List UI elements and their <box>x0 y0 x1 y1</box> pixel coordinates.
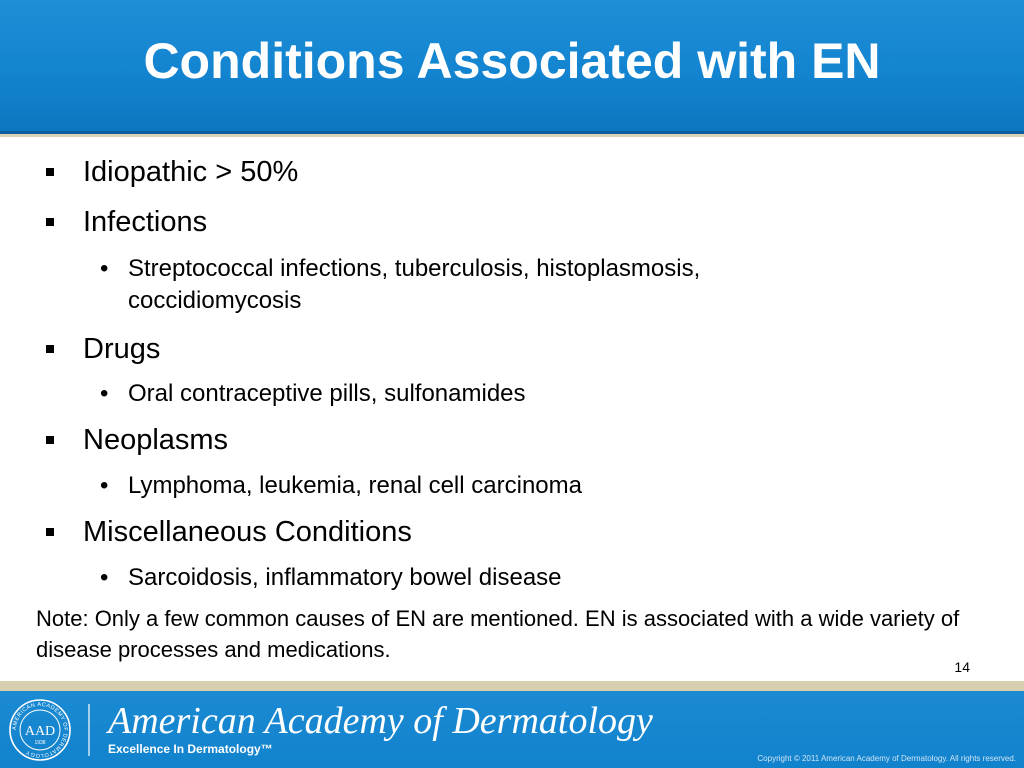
bullet-text: Miscellaneous Conditions <box>83 516 412 548</box>
organization-name: American Academy of Dermatology <box>108 700 653 742</box>
footer-stripe <box>0 681 1024 691</box>
title-bar <box>0 0 1024 134</box>
bullet-text: Infections <box>83 206 208 238</box>
copyright-notice: Copyright © 2011 American Academy of Dermatology. All rights reserved. <box>757 754 1016 763</box>
logo-ring-text: AMERICAN ACADEMY OF DERMATOLOGY <box>11 701 69 759</box>
slide-title: Conditions Associated with EN <box>143 33 881 89</box>
sub-bullet-text: Sarcoidosis, inflammatory bowel disease <box>128 564 562 591</box>
bullet-text: Drugs <box>83 333 161 365</box>
square-bullet-icon <box>46 168 54 176</box>
bullet-text: Neoplasms <box>83 424 229 456</box>
square-bullet-icon <box>46 345 54 353</box>
footer-bar <box>0 691 1024 768</box>
slide-note: Note: Only a few common causes of EN are mentioned. EN is associated with a wide variety of disease processes and medications. <box>36 606 960 662</box>
logo-year: 1938 <box>34 740 46 746</box>
dot-bullet-icon: • <box>100 472 109 499</box>
square-bullet-icon <box>46 528 54 536</box>
sub-bullet-text: Lymphoma, leukemia, renal cell carcinoma <box>128 472 582 499</box>
title-stripe <box>0 134 1024 137</box>
dot-bullet-icon: • <box>100 564 109 591</box>
sub-bullet-text: Streptococcal infections, tuberculosis, histoplasmosis, coccidiomycosis <box>128 255 701 314</box>
dot-bullet-icon: • <box>100 380 109 407</box>
aad-seal-icon <box>8 698 72 762</box>
logo-text: AAD <box>24 724 56 739</box>
footer-divider <box>88 704 90 756</box>
dot-bullet-icon: • <box>100 255 109 282</box>
slide-number: 14 <box>954 659 970 675</box>
square-bullet-icon <box>46 436 54 444</box>
square-bullet-icon <box>46 218 54 226</box>
sub-bullet-text: Oral contraceptive pills, sulfonamides <box>128 380 526 407</box>
tagline: Excellence In Dermatology™ <box>108 742 273 756</box>
bullet-text: Idiopathic > 50% <box>83 156 299 188</box>
